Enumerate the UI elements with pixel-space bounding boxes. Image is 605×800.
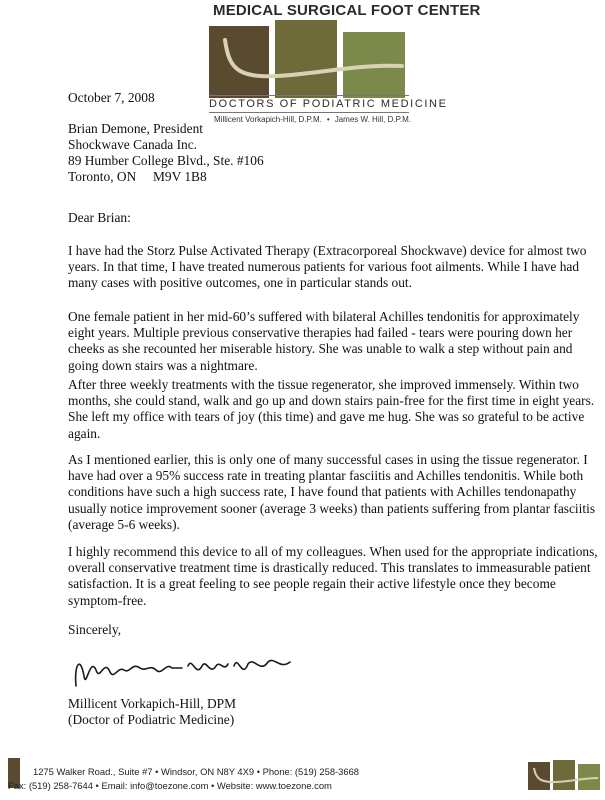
letter-date: October 7, 2008 bbox=[68, 90, 155, 105]
recipient-address bbox=[68, 121, 264, 185]
paragraph-5: I highly recommend this device to all of my colleagues. When used for the appropriate indications, overall conservative treatment time is drastically reduced. This translates to immeasurable patient satisfaction. It is a great feeling to see people regain their active lifestyle once they become symptom-free. bbox=[68, 544, 598, 608]
paragraph-3: After three weekly treatments with the tissue regenerator, she improved immensely. Within two months, she could stand, walk and go up and down stairs pain-free for the first time in eight years. She left my office with tears of joy (this time) and gave me hug. She was so grateful to be active again. bbox=[68, 377, 595, 441]
paragraph-4: As I mentioned earlier, this is only one of many successful cases in using the tissue regenerator. I have had over a 95% success rate in treating plantar fasciitis and Achilles tendonitis. While both conditions have such a high success rate, I have found that patients with Achilles tendonapathy usually notice improvement sooner (average 3 weeks) than patients suffering from plantar fasciitis (average 5-6 weeks). bbox=[68, 452, 596, 532]
salutation: Dear Brian: bbox=[68, 210, 131, 225]
footer-contact-line: Fax: (519) 258-7644 • Email: info@toezone.com • Website: www.toezone.com bbox=[8, 780, 332, 791]
paragraph-1: I have had the Storz Pulse Activated Therapy (Extracorporeal Shockwave) device for almost two years. In that time, I have treated numerous patients for various foot ailments. While I have had many cases with positive outcomes, one in particular stands out. bbox=[68, 243, 587, 291]
handwritten-signature bbox=[70, 636, 300, 696]
footer-logo-graphic bbox=[528, 760, 600, 792]
recipient-line: Shockwave Canada Inc. bbox=[68, 137, 198, 152]
doctor-2: James W. Hill, D.P.M. bbox=[334, 115, 412, 124]
closing: Sincerely, bbox=[68, 622, 122, 637]
logo-panel-left bbox=[209, 26, 269, 98]
letterhead-title: MEDICAL SURGICAL FOOT CENTER bbox=[213, 2, 481, 19]
logo-panel-middle bbox=[275, 20, 337, 98]
paragraph-2: One female patient in her mid-60’s suffered with bilateral Achilles tendonitis for approximately eight years. Multiple previous conservative therapies had failed - tears were pouring down her cheeks as she recounted her miserable history. She was unable to walk a step without pain and going down stairs was a nightmare. bbox=[68, 309, 580, 373]
bullet-separator: • bbox=[326, 115, 330, 124]
recipient-line: 89 Humber College Blvd., Ste. #106 bbox=[68, 153, 264, 168]
doctor-1: Millicent Vorkapich-Hill, D.P.M. bbox=[214, 115, 322, 124]
logo-graphic bbox=[207, 20, 407, 100]
recipient-line: Brian Demone, President bbox=[68, 121, 203, 136]
recipient-line: Toronto, ON M9V 1B8 bbox=[68, 169, 207, 184]
signer-name: Millicent Vorkapich-Hill, DPM bbox=[68, 696, 236, 711]
letterhead-subtitle: DOCTORS OF PODIATRIC MEDICINE bbox=[209, 98, 448, 110]
signer-title: (Doctor of Podiatric Medicine) bbox=[68, 712, 235, 727]
footer-address-line: 1275 Walker Road., Suite #7 • Windsor, ON N8Y 4X9 • Phone: (519) 258-3668 bbox=[33, 766, 360, 777]
